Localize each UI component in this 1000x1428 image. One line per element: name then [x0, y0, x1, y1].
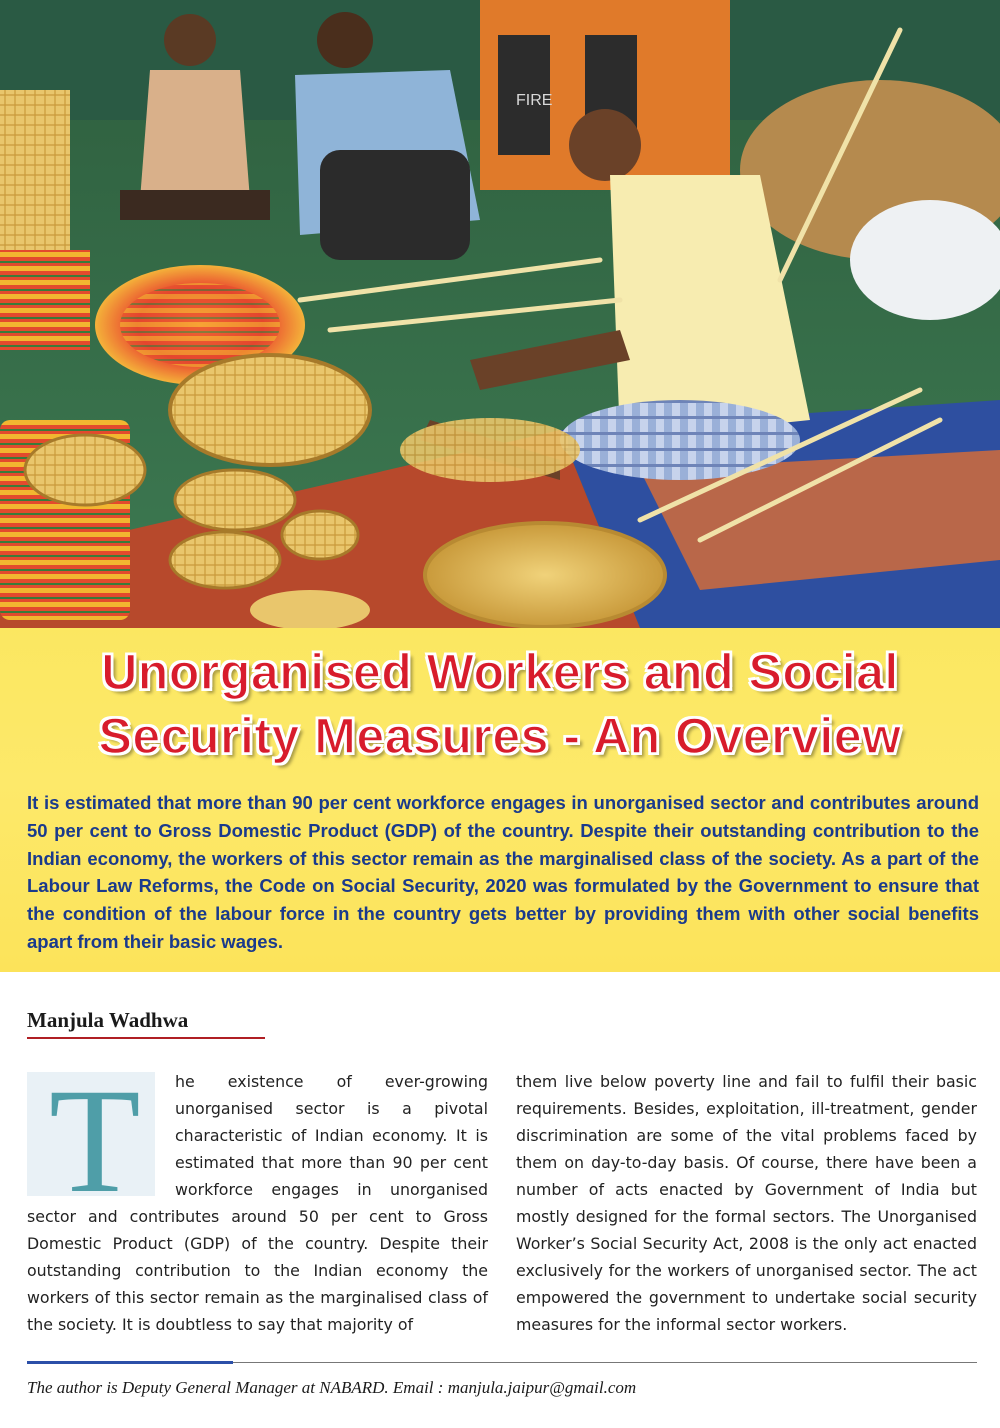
headline-line-2: Security Measures - An Overview: [98, 708, 902, 764]
footer-rule-accent: [27, 1361, 233, 1364]
body-column-left: [27, 1058, 488, 1338]
header-photo: [0, 0, 1000, 628]
crate-label: FIRE: [516, 92, 553, 109]
headline-line-1: Unorganised Workers and Social: [101, 644, 899, 700]
body-right-text: them live below poverty line and fail to fulfil their basic requirements. Besides, exploitation, ill-treatment, gender discrimination are some of the vital problems faced by them on day-to-day basis. Of course, there have been a number of acts enacted by Government of India but mostly designed for the formal sectors. The Unorganised Worker’s Social Security Act, 2008 is the only act enacted exclusively for the workers of unorganised sector. The act empowered the government to undertake social security measures for the informal sector workers.: [516, 1072, 977, 1334]
author-rule: [27, 1037, 265, 1039]
author-byline: Manjula Wadhwa: [27, 1008, 189, 1032]
body-left-text: he existence of ever-growing unorganised sector is a pivotal characteristic of Indian economy. It is estimated that more than 90 per cent workforce engages in unorganised sector and contributes around 50 per cent to Gross Domestic Product (GDP) of the country. Despite their outstanding contribution to the Indian economy the workers of this sector remain as the marginalised class of the society. It is doubtless to say that majority of: [27, 1072, 488, 1334]
standfirst: It is estimated that more than 90 per cent workforce engages in unorganised sector and contributes around 50 per cent to Gross Domestic Product (GDP) of the country. Despite their outstanding contribution to the Indian economy, the workers of this sector remain as the marginalised class of the society. As a part of the Labour Law Reforms, the Code on Social Security, 2020 was formulated by the Government to ensure that the condition of the labour force in the country gets better by providing them with other social benefits apart from their basic wages.: [27, 792, 979, 952]
article-headline: [0, 640, 1000, 768]
author-footnote: The author is Deputy General Manager at NABARD. Email : manjula.jaipur@gmail.com: [27, 1378, 637, 1397]
footer-rule: [233, 1362, 977, 1363]
dropcap-box: [27, 1058, 155, 1224]
body-column-right: [516, 1068, 977, 1338]
basket-weavers-illustration: [0, 0, 1000, 628]
dropcap-letter: T: [49, 1058, 141, 1224]
